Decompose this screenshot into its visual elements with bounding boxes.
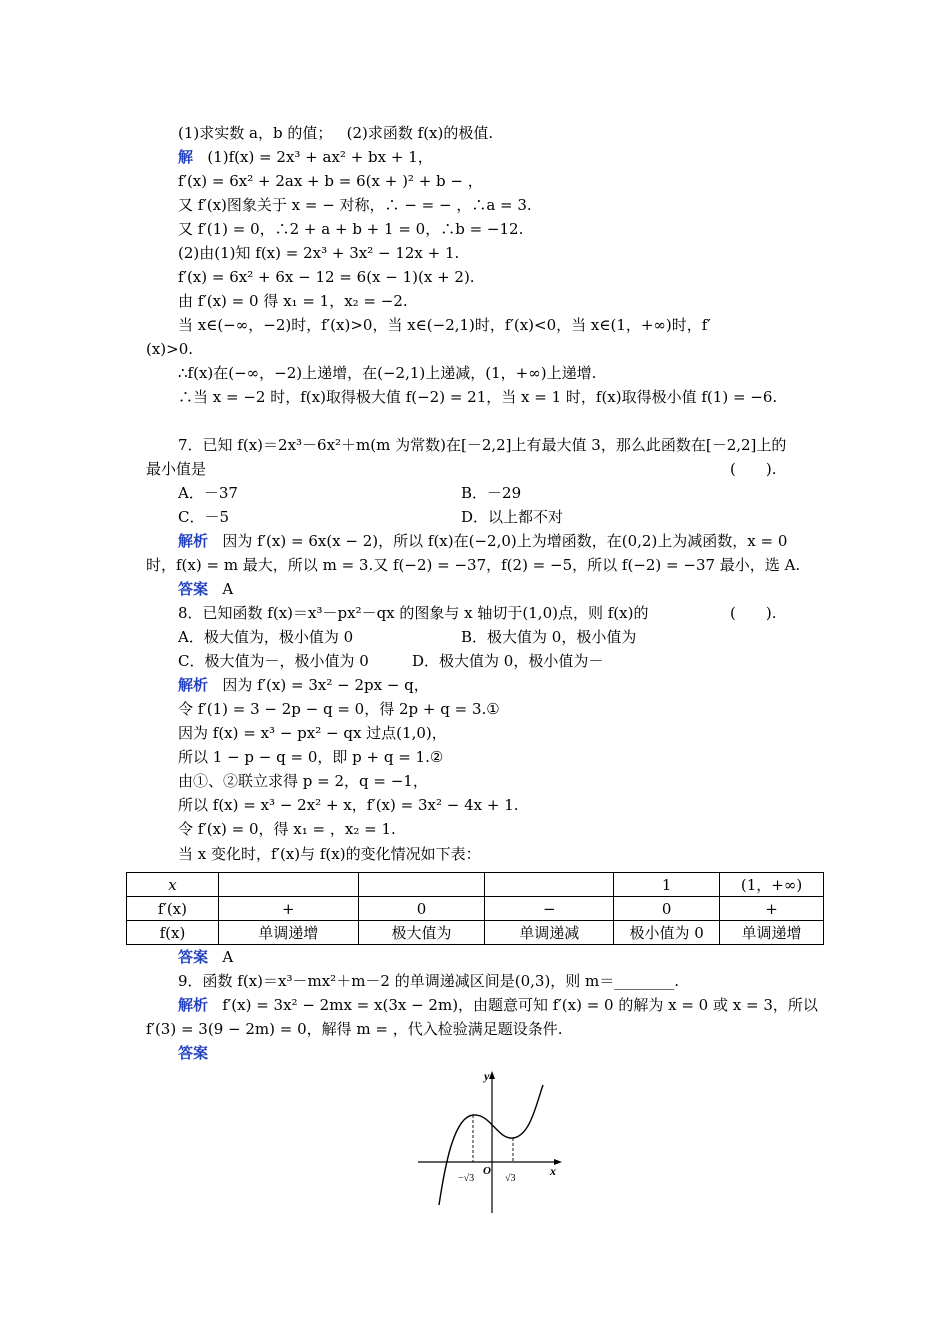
q8-analysis-line: 令 f′(x) = 0，得 x₁ = ，x₂ = 1. <box>178 820 396 838</box>
q8-answer: 答案 A <box>178 948 234 966</box>
q8-analysis-line: 当 x 变化时，f′(x)与 f(x)的变化情况如下表： <box>178 845 481 863</box>
neg-root-label: −√3 <box>458 1173 475 1184</box>
table-cell <box>218 873 358 897</box>
table-cell: x <box>127 873 219 897</box>
q9-stem: 9．函数 f(x)＝x³－mx²＋m－2 的单调递减区间是(0,3)，则 m＝________. <box>178 972 680 990</box>
table-row <box>127 897 824 921</box>
y-axis-arrow <box>489 1071 495 1079</box>
answer-label: 答案 <box>178 580 209 598</box>
q9-analysis-line-2: f′(3) = 3(9 − 2m) = 0，解得 m = ，代入检验满足题设条件. <box>146 1020 563 1038</box>
y-axis-label: y <box>484 1069 490 1083</box>
p6-line: (2)由(1)知 f(x) = 2x³ + 3x² − 12x + 1. <box>178 244 460 262</box>
q8-stem: 8．已知函数 f(x)＝x³－px²－qx 的图象与 x 轴切于(1,0)点，则 f(x)的 <box>178 604 649 622</box>
variation-table <box>126 872 824 945</box>
table-cell: (1，+∞) <box>720 873 824 897</box>
answer-label: 答案 <box>178 1044 209 1062</box>
table-cell: − <box>485 897 614 921</box>
analysis-label: 解析 <box>178 676 209 694</box>
cubic-curve <box>439 1085 543 1205</box>
analysis-label: 解析 <box>178 532 209 550</box>
table-cell <box>485 873 614 897</box>
q7-answer: 答案 A <box>178 580 234 598</box>
table-cell: f′(x) <box>127 897 219 921</box>
table-cell: 极小值为 0 <box>614 921 720 945</box>
answer-label: 答案 <box>178 948 209 966</box>
q7-stem-line-1: 7．已知 f(x)＝2x³－6x²＋m(m 为常数)在[－2,2]上有最大值 3，那么此函数在[－2,2]上的 <box>178 436 787 454</box>
p6-line: 又 f′(1) = 0，∴2 + a + b + 1 = 0，∴b = −12. <box>178 220 524 238</box>
q9-analysis-line-1: 解析 f′(x) = 3x² − 2mx = x(3x − 2m)，由题意可知 f′(x) = 0 的解为 x = 0 或 x = 3，所以 <box>178 996 818 1014</box>
table-cell: 0 <box>358 897 485 921</box>
p6-line: ∴当 x = −2 时，f(x)取得极大值 f(−2) = 21，当 x = 1 时，f(x)取得极小值 f(1) = −6. <box>178 388 778 406</box>
solution-label: 解 <box>178 148 194 166</box>
q8-option-b: B．极大值为 0，极小值为 <box>461 628 637 646</box>
table-cell: 单调递增 <box>720 921 824 945</box>
q7-answer-paren: ( ). <box>730 460 777 478</box>
p6-wrap-line: (x)>0. <box>146 340 194 358</box>
q8-analysis-line: 令 f′(1) = 3 − 2p − q = 0，得 2p + q = 3.① <box>178 700 500 718</box>
table-row <box>127 873 824 897</box>
q7-option-d: D．以上都不对 <box>461 508 564 526</box>
x-axis-label: x <box>550 1164 556 1178</box>
table-row <box>127 921 824 945</box>
table-cell: f(x) <box>127 921 219 945</box>
table-cell <box>358 873 485 897</box>
p6-line: 当 x∈(−∞，−2)时，f′(x)>0，当 x∈(−2,1)时，f′(x)<0，当 x∈(1，+∞)时，f′ <box>178 316 711 334</box>
p6-intro: (1)求实数 a，b 的值； (2)求函数 f(x)的极值. <box>178 124 494 142</box>
q8-option-d: D．极大值为 0，极小值为－ <box>412 652 604 670</box>
p6-line: 又 f′(x)图象关于 x = − 对称，∴ − = − ，∴a = 3. <box>178 196 532 214</box>
q8-analysis-line: 因为 f(x) = x³ − px² − qx 过点(1,0)， <box>178 724 447 742</box>
analysis-label: 解析 <box>178 996 209 1014</box>
pos-root-label: √3 <box>505 1173 516 1184</box>
p6-line: f′(x) = 6x² + 2ax + b = 6(x + )² + b − ， <box>178 172 483 190</box>
table-cell: 单调递增 <box>218 921 358 945</box>
p6-line: ∴f(x)在(−∞，−2)上递增，在(−2,1)上递减，(1，+∞)上递增. <box>178 364 597 382</box>
q8-option-c: C．极大值为－，极小值为 0 <box>178 652 369 670</box>
table-cell: 1 <box>614 873 720 897</box>
table-cell: + <box>218 897 358 921</box>
q7-analysis-line-1: 解析 因为 f′(x) = 6x(x − 2)，所以 f(x)在(−2,0)上为增函数，在(0,2)上为减函数，x = 0 <box>178 532 788 550</box>
origin-label: O <box>483 1165 491 1177</box>
q8-option-a: A．极大值为，极小值为 0 <box>178 628 354 646</box>
table-cell: 极大值为 <box>358 921 485 945</box>
q7-option-a: A．－37 <box>178 484 238 502</box>
q8-answer-paren: ( ). <box>730 604 777 622</box>
q8-analysis-line: 所以 f(x) = x³ − 2x² + x，f′(x) = 3x² − 4x + 1. <box>178 796 519 814</box>
table-cell: 0 <box>614 897 720 921</box>
q8-analysis-line: 由①、②联立求得 p = 2，q = −1， <box>178 772 428 790</box>
p6-line: 由 f′(x) = 0 得 x₁ = 1，x₂ = −2. <box>178 292 408 310</box>
table-cell: 单调递减 <box>485 921 614 945</box>
p6-solution-line-1: 解 (1)f(x) = 2x³ + ax² + bx + 1， <box>178 148 433 166</box>
cubic-graph <box>412 1065 572 1215</box>
q8-analysis-line: 所以 1 − p − q = 0，即 p + q = 1.② <box>178 748 444 766</box>
q8-analysis-line-1: 解析 因为 f′(x) = 3x² − 2px − q， <box>178 676 429 694</box>
q9-answer <box>178 1042 208 1064</box>
table-cell: + <box>720 897 824 921</box>
q7-analysis-line-2: 时，f(x) = m 最大，所以 m = 3.又 f(−2) = −37，f(2) = −5，所以 f(−2) = −37 最小，选 A. <box>146 556 801 574</box>
q7-option-c: C．－5 <box>178 508 230 526</box>
q7-option-b: B．－29 <box>461 484 522 502</box>
p6-line: f′(x) = 6x² + 6x − 12 = 6(x − 1)(x + 2). <box>178 268 475 286</box>
q7-stem-line-2: 最小值是 <box>146 460 207 478</box>
